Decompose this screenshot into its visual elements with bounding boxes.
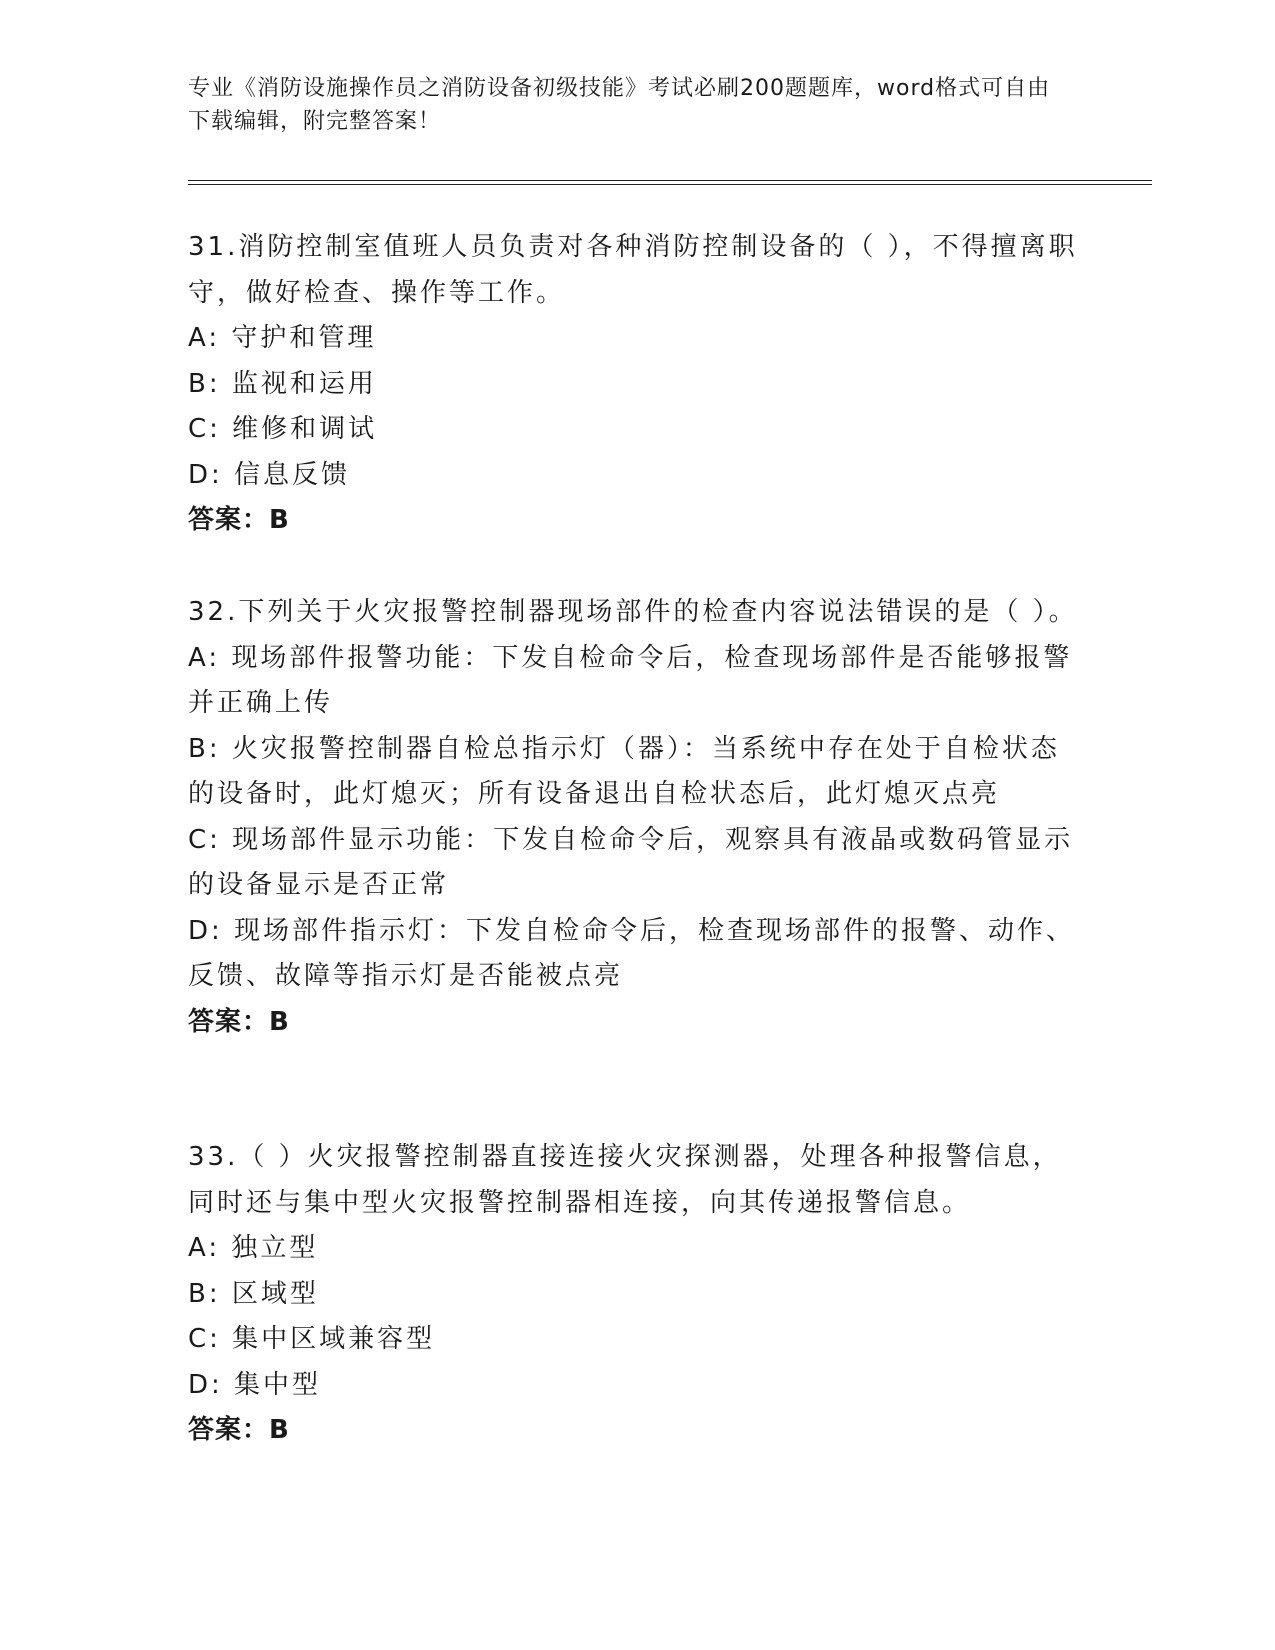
question-32 (188, 590, 1078, 1045)
option-a: A: 独立型 (188, 1233, 319, 1263)
header-divider-bottom (188, 184, 1152, 185)
option-b: B: 监视和运用 (188, 368, 377, 399)
option-c: C: 现场部件显示功能：下发自检命令后，观察具有液晶或数码管显示的设备显示是否正常 (188, 824, 1074, 900)
answer: 答案：B (188, 1415, 290, 1445)
option-c: C: 维修和调试 (188, 414, 378, 444)
answer: 答案：B (188, 1006, 290, 1037)
option-a: A: 现场部件报警功能：下发自检命令后，检查现场部件是否能够报警并正确上传 (188, 642, 1073, 718)
option-b: B: 区域型 (188, 1278, 319, 1309)
option-d: D: 现场部件指示灯：下发自检命令后，检查现场部件的报警、动作、反馈、故障等指示灯是否能被点亮 (188, 915, 1076, 991)
option-d: D: 信息反馈 (188, 459, 351, 490)
question-33 (188, 1135, 1078, 1454)
question-stem: 33.（ ）火灾报警控制器直接连接火灾探测器，处理各种报警信息，同时还与集中型火灾报警控制器相连接，向其传递报警信息。 (188, 1142, 1062, 1218)
question-stem: 32.下列关于火灾报警控制器现场部件的检查内容说法错误的是（ ）。 (188, 597, 1078, 627)
option-a: A: 守护和管理 (188, 323, 377, 353)
question-stem: 31.消防控制室值班人员负责对各种消防控制设备的（ ），不得擅离职守，做好检查、操作等工作。 (188, 232, 1078, 308)
option-b: B: 火灾报警控制器自检总指示灯（器）：当系统中存在处于自检状态的设备时，此灯熄灭；所有设备退出自检状态后，此灯熄灭点亮 (188, 733, 1060, 809)
document-header: 专业《消防设施操作员之消防设备初级技能》考试必刷200题题库，word格式可自由下载编辑，附完整答案！ (188, 76, 1051, 134)
header-divider-top (188, 180, 1152, 181)
answer: 答案：B (188, 505, 290, 535)
option-c: C: 集中区域兼容型 (188, 1324, 436, 1354)
option-d: D: 集中型 (188, 1369, 322, 1400)
question-31 (188, 225, 1078, 544)
